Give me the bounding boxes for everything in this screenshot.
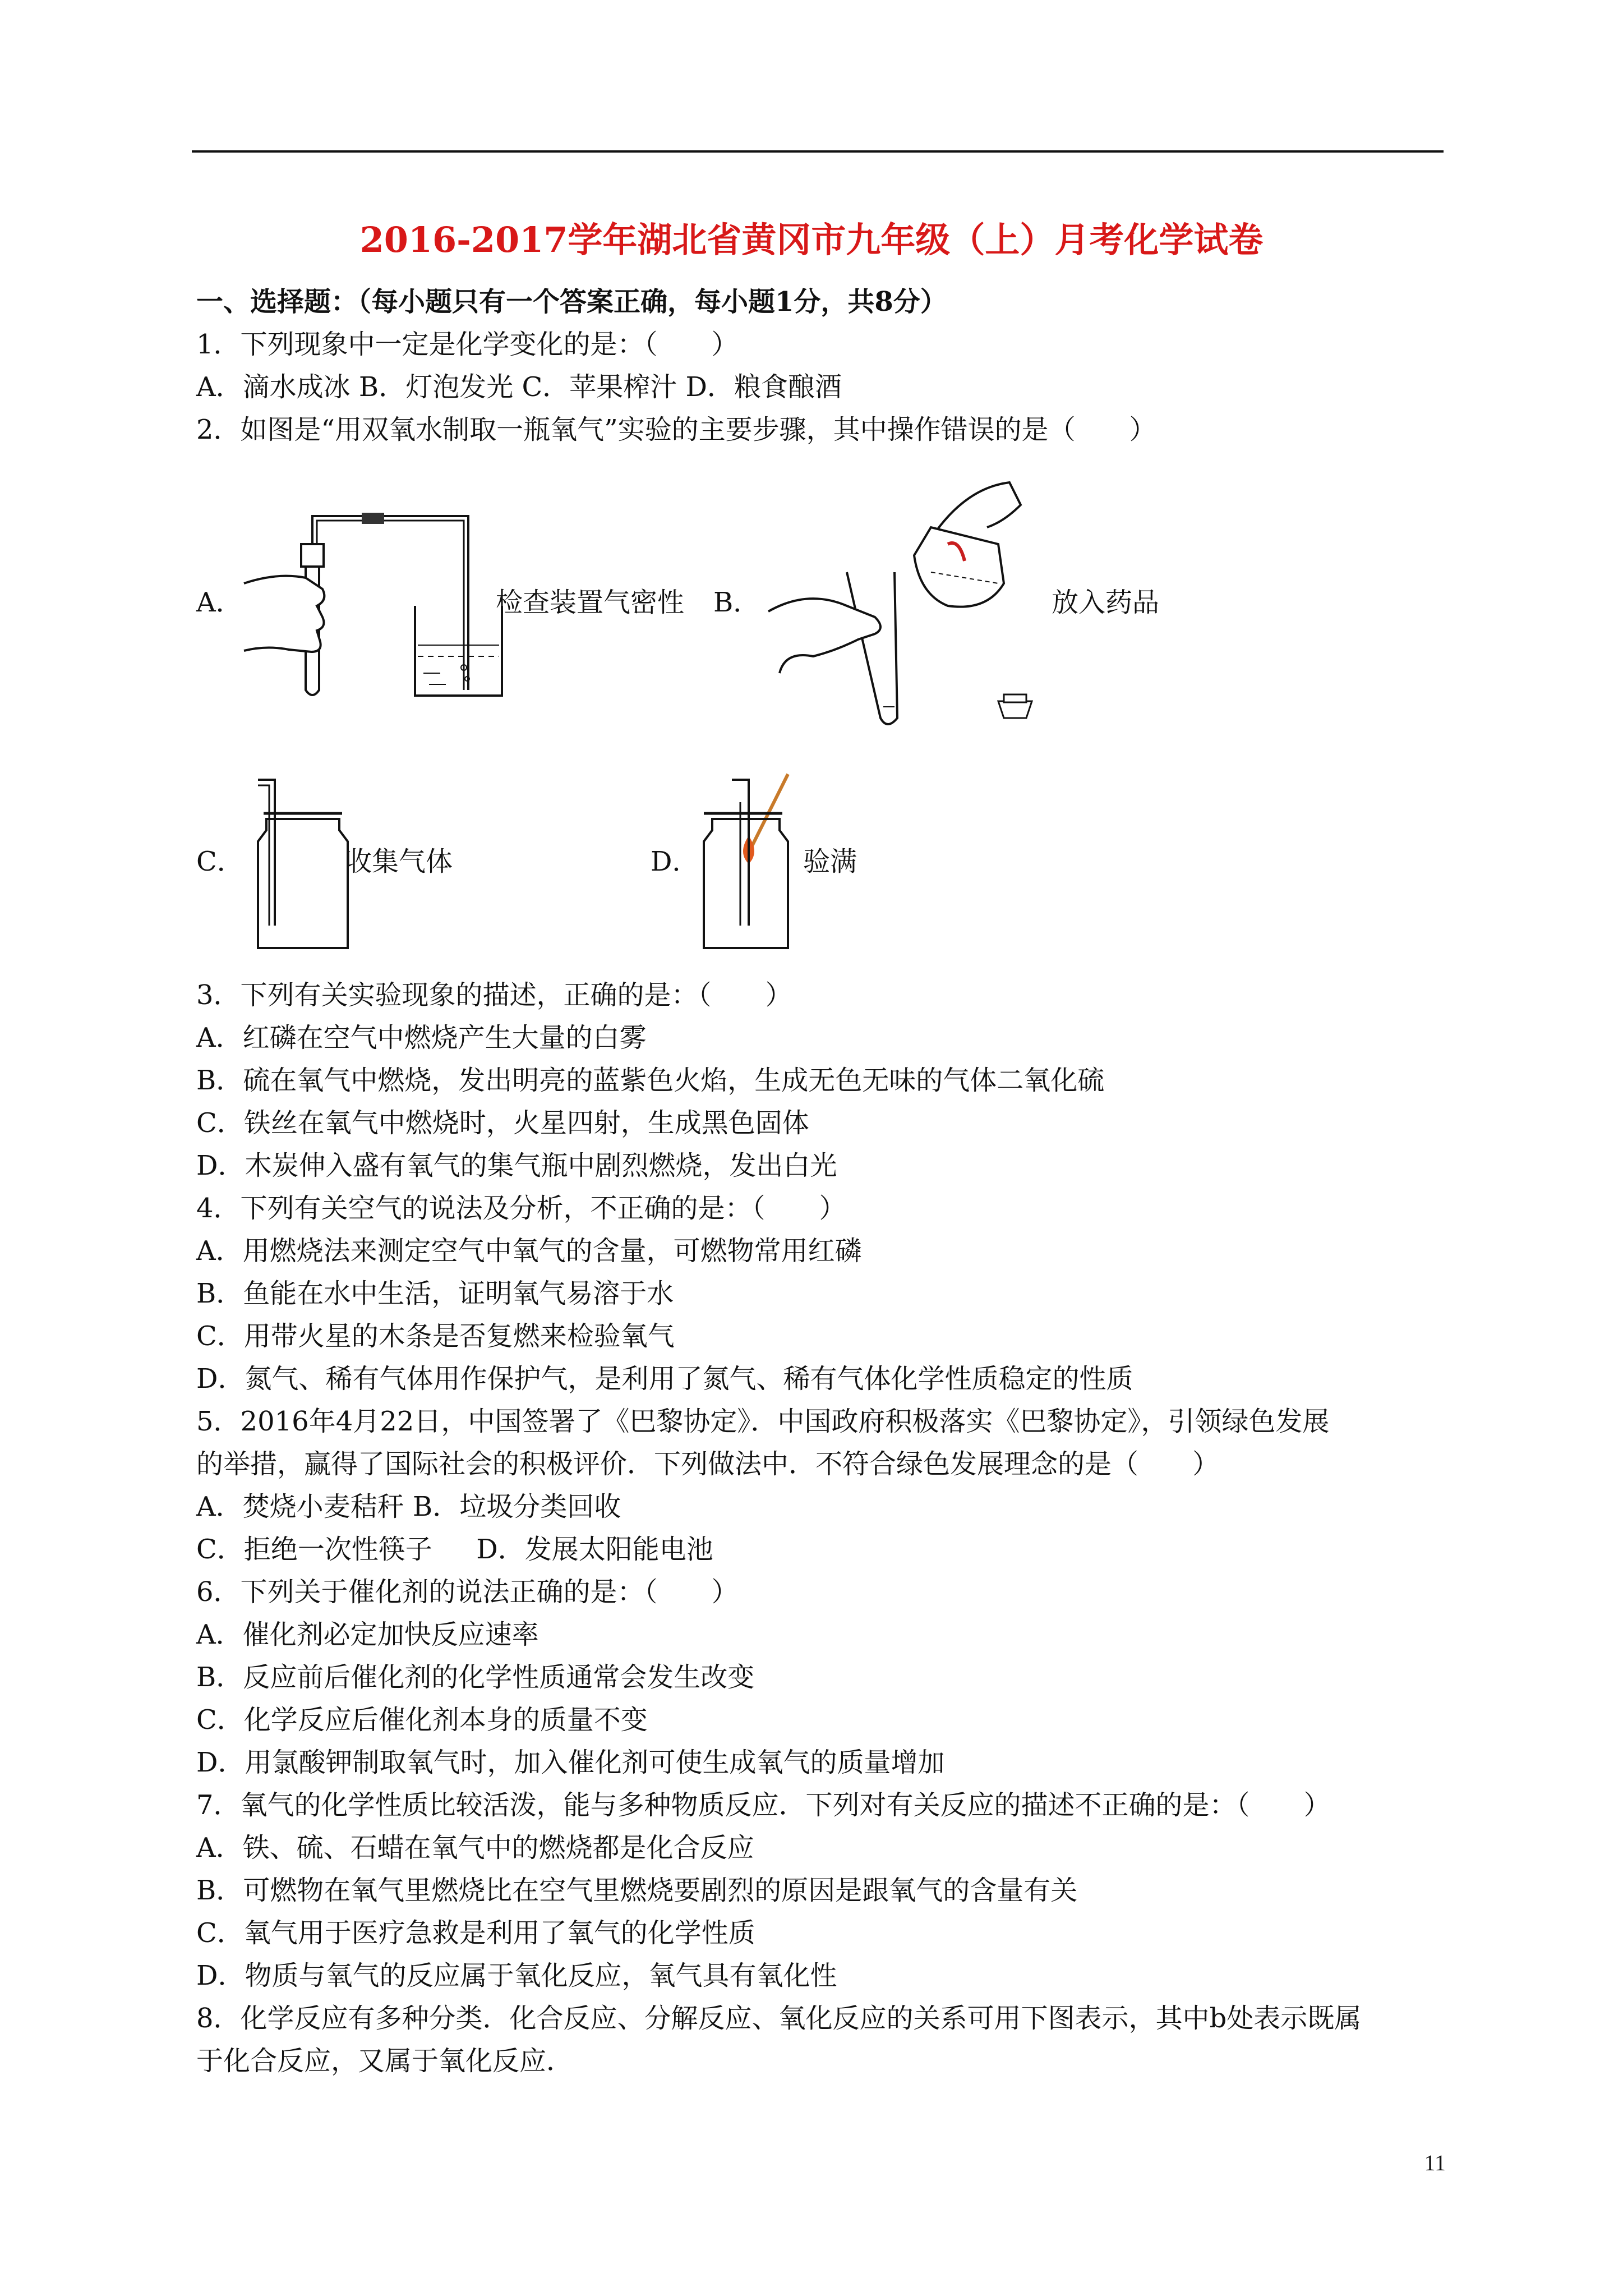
q3-option-b: B．硫在氧气中燃烧，发出明亮的蓝紫色火焰，生成无色无味的气体二氧化硫 — [196, 1065, 1105, 1096]
question-6: 6．下列关于催化剂的说法正确的是：（ ） — [196, 1576, 739, 1608]
question-4: 4．下列有关空气的说法及分析，不正确的是：（ ） — [196, 1193, 846, 1224]
q2-option-d-label: 验满 — [803, 846, 857, 877]
question-5-line-1: 5．2016年4月22日，中国签署了《巴黎协定》．中国政府积极落实《巴黎协定》，引领绿色发展 — [196, 1406, 1330, 1437]
q5-options-ab: A．焚烧小麦秸秆 B．垃圾分类回收 — [196, 1491, 621, 1522]
question-1: 1．下列现象中一定是化学变化的是：（ ） — [196, 329, 739, 360]
q2-option-d-letter: D． — [651, 846, 699, 877]
q2-option-b-letter: B． — [713, 587, 760, 618]
q7-option-d: D．物质与氧气的反应属于氧化反应，氧气具有氧化性 — [196, 1960, 837, 1991]
gas-collection-figure — [224, 769, 359, 954]
q2-option-a-letter: A． — [196, 587, 243, 618]
question-3: 3．下列有关实验现象的描述，正确的是：（ ） — [196, 979, 792, 1011]
q2-option-c-label: 收集气体 — [345, 846, 453, 877]
question-7: 7．氧气的化学性质比较活泼，能与多种物质反应．下列对有关反应的描述不正确的是：（ ） — [196, 1789, 1331, 1821]
question-1-options: A．滴水成冰 B．灯泡发光 C．苹果榨汁 D．粮食酿酒 — [196, 371, 842, 403]
adding-reagent-figure — [763, 471, 1054, 735]
q2-option-b-label: 放入药品 — [1052, 587, 1160, 618]
q7-option-b: B．可燃物在氧气里燃烧比在空气里燃烧要剧烈的原因是跟氧气的含量有关 — [196, 1875, 1078, 1906]
page-number: 11 — [1424, 2150, 1446, 2175]
question-8-line-2: 于化合反应，又属于氧化反应． — [196, 2045, 574, 2077]
q7-option-c: C．氧气用于医疗急救是利用了氧气的化学性质 — [196, 1917, 755, 1949]
q7-option-a: A．铁、硫、石蜡在氧气中的燃烧都是化合反应 — [196, 1832, 754, 1864]
q4-option-d: D．氮气、稀有气体用作保护气，是利用了氮气、稀有气体化学性质稳定的性质 — [196, 1363, 1133, 1395]
airtightness-check-figure — [233, 505, 513, 707]
q3-option-d: D．木炭伸入盛有氧气的集气瓶中剧烈燃烧，发出白光 — [196, 1150, 837, 1181]
question-5-line-2: 的举措，赢得了国际社会的积极评价．下列做法中．不符合绿色发展理念的是（ ） — [196, 1448, 1220, 1480]
q2-option-c-letter: C． — [196, 846, 244, 877]
q4-option-a: A．用燃烧法来测定空气中氧气的含量，可燃物常用红磷 — [196, 1235, 862, 1267]
header-rule — [192, 150, 1444, 153]
q6-option-b: B．反应前后催化剂的化学性质通常会发生改变 — [196, 1662, 755, 1693]
question-8-line-1: 8．化学反应有多种分类．化合反应、分解反应、氧化反应的关系可用下图表示，其中b处表示既属 — [196, 2003, 1362, 2034]
q5-options-cd: C．拒绝一次性筷子 D．发展太阳能电池 — [196, 1534, 713, 1565]
q4-option-c: C．用带火星的木条是否复燃来检验氧气 — [196, 1320, 675, 1352]
q4-option-b: B．鱼能在水中生活，证明氧气易溶于水 — [196, 1278, 674, 1309]
q6-option-a: A．催化剂必定加快反应速率 — [196, 1619, 539, 1650]
page-title: 2016-2017学年湖北省黄冈市九年级（上）月考化学试卷 — [359, 219, 1264, 260]
q3-option-c: C．铁丝在氧气中燃烧时，火星四射，生成黑色固体 — [196, 1107, 809, 1139]
q6-option-d: D．用氯酸钾制取氧气时，加入催化剂可使生成氧气的质量增加 — [196, 1747, 945, 1778]
q2-option-a-label: 检查装置气密性 — [496, 587, 685, 618]
section-heading: 一、选择题：（每小题只有一个答案正确，每小题1分，共8分） — [196, 286, 947, 318]
q6-option-c: C．化学反应后催化剂本身的质量不变 — [196, 1704, 648, 1736]
q3-option-a: A．红磷在空气中燃烧产生大量的白雾 — [196, 1022, 647, 1053]
question-2: 2．如图是“用双氧水制取一瓶氧气”实验的主要步骤，其中操作错误的是（ ） — [196, 414, 1156, 445]
